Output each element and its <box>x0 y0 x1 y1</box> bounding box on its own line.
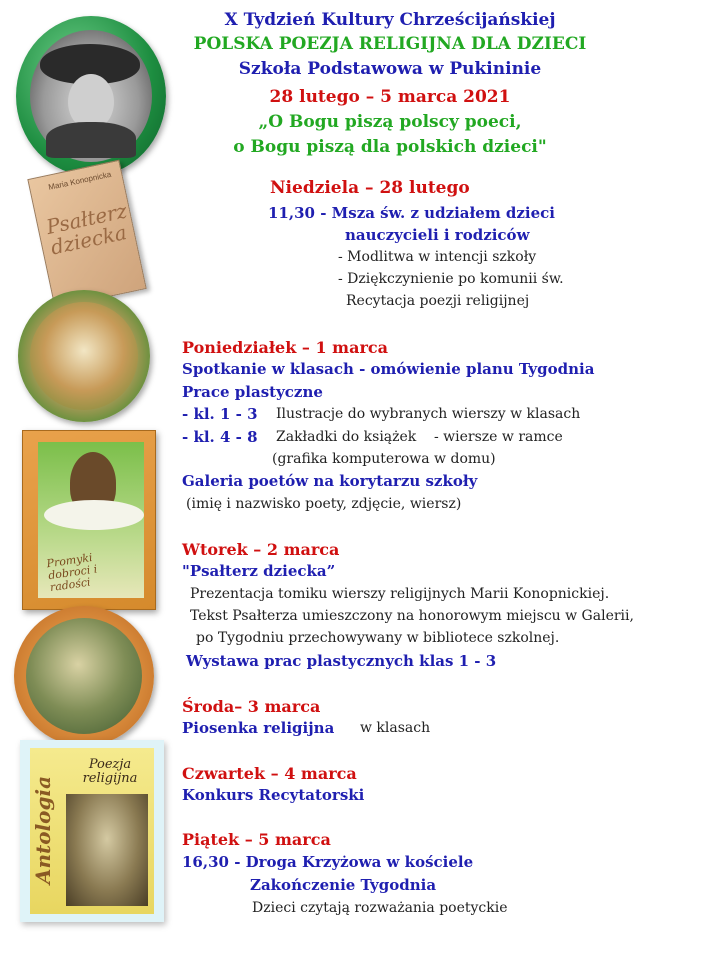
monday-heading: Poniedziałek – 1 marca <box>182 338 388 357</box>
header-line-1: X Tydzień Kultury Chrześcijańskiej <box>224 10 556 30</box>
book-author: Maria Konopnicka <box>47 169 113 192</box>
friday-heading: Piątek – 5 marca <box>182 830 331 849</box>
book-cover-psalterz <box>27 160 146 309</box>
tuesday-line-5: Wystawa prac plastycznych klas 1 - 3 <box>186 652 497 670</box>
illustration-child-scene <box>26 618 142 734</box>
monday-grade-1-3: - kl. 1 - 3 <box>182 405 258 423</box>
sunday-line-3: - Modlitwa w intencji szkoły <box>338 249 537 265</box>
tuesday-line-4: po Tygodniu przechowywany w bibliotece szkolnej. <box>196 630 560 646</box>
sunday-heading: Niedziela – 28 lutego <box>270 178 470 198</box>
monday-gallery-desc: (imię i nazwisko poety, zdjęcie, wiersz) <box>186 496 462 512</box>
sunday-line-2: nauczycieli i rodziców <box>345 226 530 244</box>
thursday-line-1: Konkurs Recytatorski <box>182 786 365 804</box>
tuesday-line-2: Prezentacja tomiku wierszy religijnych Marii Konopnickiej. <box>190 586 610 602</box>
book-side-title: Antologia <box>31 775 55 885</box>
tuesday-heading: Wtorek – 2 marca <box>182 540 340 559</box>
header-motto-2: o Bogu piszą dla polskich dzieci" <box>233 137 547 157</box>
header-line-3: Szkoła Podstawowa w Pukininie <box>238 59 542 79</box>
friday-line-1: 16,30 - Droga Krzyżowa w kościele <box>182 853 474 871</box>
wednesday-line-1-rest: w klasach <box>360 720 431 736</box>
monday-grade-1-3-desc: Ilustracje do wybranych wierszy w klasach <box>276 406 581 422</box>
book-cover-picture <box>66 794 148 906</box>
wednesday-heading: Środa– 3 marca <box>182 697 321 716</box>
book-title-promyki: Promyki dobroci i radości <box>45 551 99 595</box>
header-line-2: POLSKA POEZJA RELIGIJNA DLA DZIECI <box>193 34 587 54</box>
thursday-heading: Czwartek – 4 marca <box>182 764 357 783</box>
monday-line-2: Prace plastyczne <box>182 383 323 401</box>
monday-grade-4-8-desc: Zakładki do książek <box>276 429 417 445</box>
header-motto-1: „O Bogu piszą polscy poeci, <box>258 112 522 132</box>
book-title: Psałterz dziecka <box>44 198 129 260</box>
tuesday-line-1: "Psałterz dziecka” <box>182 562 336 580</box>
header-dates: 28 lutego – 5 marca 2021 <box>269 87 511 107</box>
book-title-poezja: Poezja religijna <box>82 757 138 787</box>
tuesday-line-3: Tekst Psałterza umieszczony na honorowym miejscu w Galerii, <box>190 608 634 624</box>
monday-grade-4-8-desc-2: - wiersze w ramce <box>434 429 563 445</box>
wednesday-line-1: Piosenka religijna <box>182 719 335 737</box>
monday-line-5: (grafika komputerowa w domu) <box>272 451 496 467</box>
sunday-line-4: - Dziękczynienie po komunii św. <box>338 271 564 287</box>
angel-wings <box>44 500 144 530</box>
friday-line-3: Dzieci czytają rozważania poetyckie <box>252 900 508 916</box>
sunday-line-1: 11,30 - Msza św. z udziałem dzieci <box>268 204 555 222</box>
monday-grade-4-8: - kl. 4 - 8 <box>182 428 258 446</box>
illustration-reading-scene <box>30 302 138 410</box>
monday-gallery: Galeria poetów na korytarzu szkoły <box>182 472 478 490</box>
friday-line-2: Zakończenie Tygodnia <box>250 876 437 894</box>
sunday-line-5: Recytacja poezji religijnej <box>346 293 530 309</box>
monday-line-1: Spotkanie w klasach - omówienie planu Tygodnia <box>182 360 595 378</box>
